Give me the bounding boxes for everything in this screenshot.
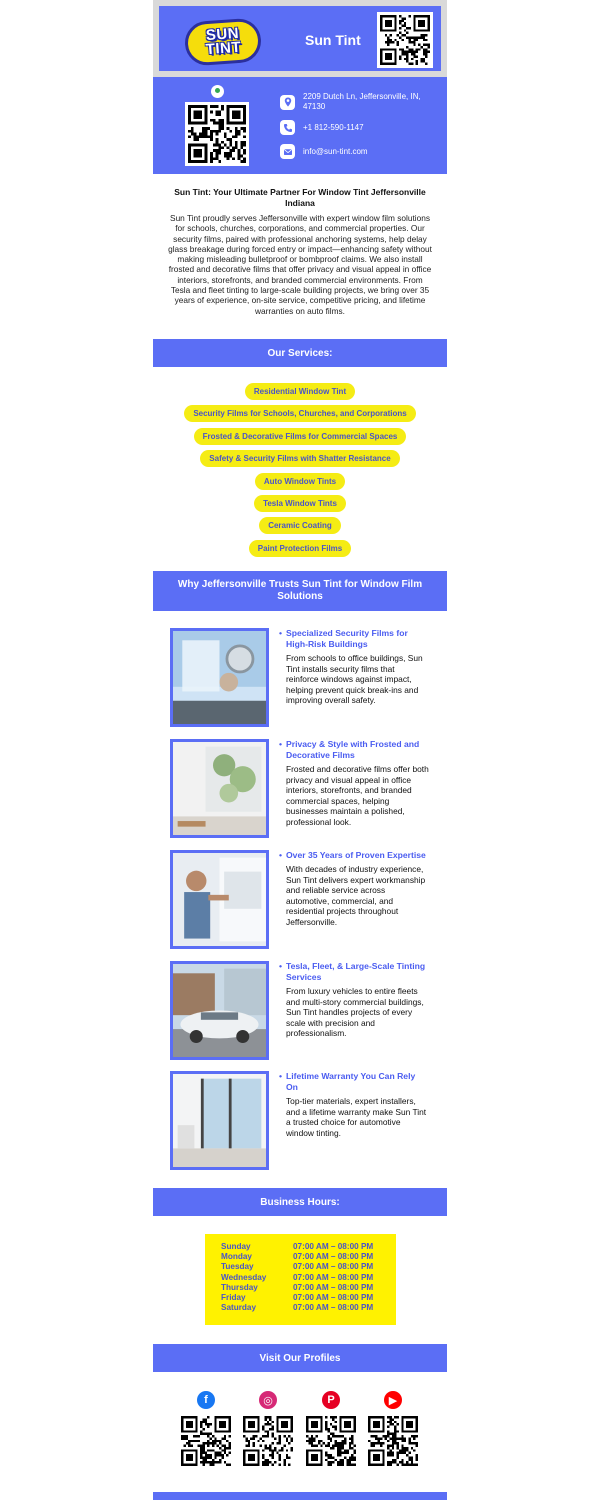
feature-title: • Specialized Security Films for High-Risk Buildings (279, 628, 429, 650)
email-icon (280, 144, 295, 159)
service-pill[interactable]: Safety & Security Films with Shatter Resistance (200, 450, 399, 467)
hours-day: Thursday (221, 1282, 258, 1292)
contact-section (153, 77, 447, 174)
feature-image-tesla-fleet (170, 961, 269, 1060)
social-qr-code[interactable] (306, 1416, 356, 1466)
feature-description: Frosted and decorative films offer both privacy and visual appeal in office interiors, storefronts, and branded commercial spaces, helping businesses maintain a polished, professional look. (286, 764, 429, 827)
hours-day: Sunday (221, 1242, 251, 1251)
service-item (0, 540, 600, 557)
intro-body: Sun Tint proudly serves Jeffersonville with expert window film solutions for schools, churches, corporations, and commercial properties. Our security films, paired with professional anchoring systems, help delay glass breakage during forced entry or impact—enhancing safety without making misleading bulletproof or bombproof claims. We also install frosted and decorative films that offer privacy and visual appeal in office interiors, storefronts, and branded commercial environments. From Tesla and fleet tinting to large-scale building projects, we bring over 35 years of experience, on-site service, competitive pricing, and lifetime warranties on auto films. (168, 213, 432, 316)
service-item (0, 450, 600, 467)
social-qr-code[interactable] (368, 1416, 418, 1466)
header (153, 0, 447, 77)
hours-time: 07:00 AM – 08:00 PM (293, 1303, 374, 1313)
feature-title: • Over 35 Years of Proven Expertise (279, 850, 429, 861)
service-pill[interactable]: Security Films for Schools, Churches, and Corporations (184, 405, 415, 422)
hours-day: Monday (221, 1252, 252, 1262)
google-maps-icon[interactable] (211, 85, 224, 98)
hours-row (221, 1273, 396, 1283)
email-row[interactable] (280, 144, 433, 159)
hours-day: Wednesday (221, 1272, 267, 1282)
social-qr-code[interactable] (243, 1416, 293, 1466)
hours-time: 07:00 AM – 08:00 PM (293, 1252, 374, 1262)
feature-title: • Tesla, Fleet, & Large-Scale Tinting Services (279, 961, 429, 983)
phone-row[interactable] (280, 120, 433, 135)
hours-time: 07:00 AM – 08:00 PM (293, 1282, 374, 1292)
address-text: 2209 Dutch Ln, Jeffersonville, IN, 47130 (303, 92, 421, 111)
pinterest-icon[interactable]: P (322, 1391, 340, 1409)
feature-text (279, 961, 429, 1039)
footer-bar (153, 1492, 447, 1500)
feature-image-security-film (170, 628, 269, 727)
logo-text-line1: SUN (205, 24, 240, 45)
intro-title: Sun Tint: Your Ultimate Partner For Window Tint Jeffersonville Indiana (174, 187, 426, 208)
feature-text (279, 1071, 429, 1138)
hours-day: Saturday (221, 1303, 257, 1313)
profiles-heading: Visit Our Profiles (153, 1344, 447, 1372)
sun-tint-logo[interactable] (184, 17, 263, 66)
hours-row (221, 1283, 396, 1293)
feature-text (279, 850, 429, 927)
contact-qr-code[interactable] (185, 102, 249, 166)
location-pin-icon (280, 95, 295, 110)
email-text: info@sun-tint.com (303, 146, 368, 156)
hours-row (221, 1293, 396, 1303)
service-item (0, 495, 600, 512)
feature-description: From schools to office buildings, Sun Tint installs security films that reinforce windows against impact, helping prevent quick break-ins and improving overall safety. (286, 653, 423, 705)
youtube-icon[interactable]: ▶ (384, 1391, 402, 1409)
service-pill[interactable]: Residential Window Tint (245, 383, 355, 400)
phone-icon (280, 120, 295, 135)
service-item (0, 383, 600, 400)
hours-time: 07:00 AM – 08:00 PM (293, 1272, 374, 1282)
logo-text-line2: TINT (205, 38, 242, 59)
hours-row (221, 1303, 396, 1313)
header-banner (159, 6, 441, 71)
header-qr-code[interactable] (377, 12, 433, 68)
hours-day: Tuesday (221, 1262, 254, 1272)
feature-image-installer (170, 850, 269, 949)
feature-text (279, 628, 429, 706)
service-item (0, 473, 600, 490)
hours-time: 07:00 AM – 08:00 PM (293, 1242, 374, 1251)
hours-time: 07:00 AM – 08:00 PM (293, 1262, 374, 1272)
service-pill[interactable]: Auto Window Tints (255, 473, 345, 490)
feature-image-lifetime-warranty (170, 1071, 269, 1170)
hours-row (221, 1252, 396, 1262)
service-item (0, 517, 600, 534)
feature-title: • Lifetime Warranty You Can Rely On (279, 1071, 429, 1093)
hours-row (221, 1262, 396, 1272)
instagram-icon[interactable]: ◎ (259, 1391, 277, 1409)
hours-day: Friday (221, 1293, 246, 1303)
hours-row (221, 1242, 396, 1252)
facebook-icon[interactable]: f (197, 1391, 215, 1409)
feature-title: • Privacy & Style with Frosted and Decorative Films (279, 739, 429, 761)
hours-time: 07:00 AM – 08:00 PM (293, 1293, 374, 1303)
social-qr-code[interactable] (181, 1416, 231, 1466)
service-pill[interactable]: Ceramic Coating (259, 517, 341, 534)
address-row[interactable] (280, 92, 433, 112)
feature-image-frosted-film (170, 739, 269, 838)
why-heading: Why Jeffersonville Trusts Sun Tint for Window Film Solutions (153, 571, 447, 611)
service-pill[interactable]: Tesla Window Tints (254, 495, 346, 512)
service-item (0, 405, 600, 422)
brand-title: Sun Tint (305, 32, 361, 48)
service-pill[interactable]: Frosted & Decorative Films for Commercial Spaces (194, 428, 407, 445)
feature-description: With decades of industry experience, Sun Tint delivers expert workmanship and reliable service across automotive, commercial, and residential projects throughout Jeffersonville. (286, 864, 426, 927)
business-hours-table (205, 1234, 396, 1325)
feature-description: From luxury vehicles to entire fleets and multi-story commercial buildings, Sun Tint handles projects of every scale with precision and professionalism. (286, 986, 424, 1038)
service-pill[interactable]: Paint Protection Films (249, 540, 351, 557)
phone-text: +1 812-590-1147 (303, 122, 364, 132)
business-hours-heading: Business Hours: (153, 1188, 447, 1216)
service-item (0, 428, 600, 445)
feature-description: Top-tier materials, expert installers, and a lifetime warranty make Sun Tint a trusted choice for automotive window tinting. (286, 1096, 427, 1138)
feature-text (279, 739, 429, 827)
services-heading: Our Services: (153, 339, 447, 367)
